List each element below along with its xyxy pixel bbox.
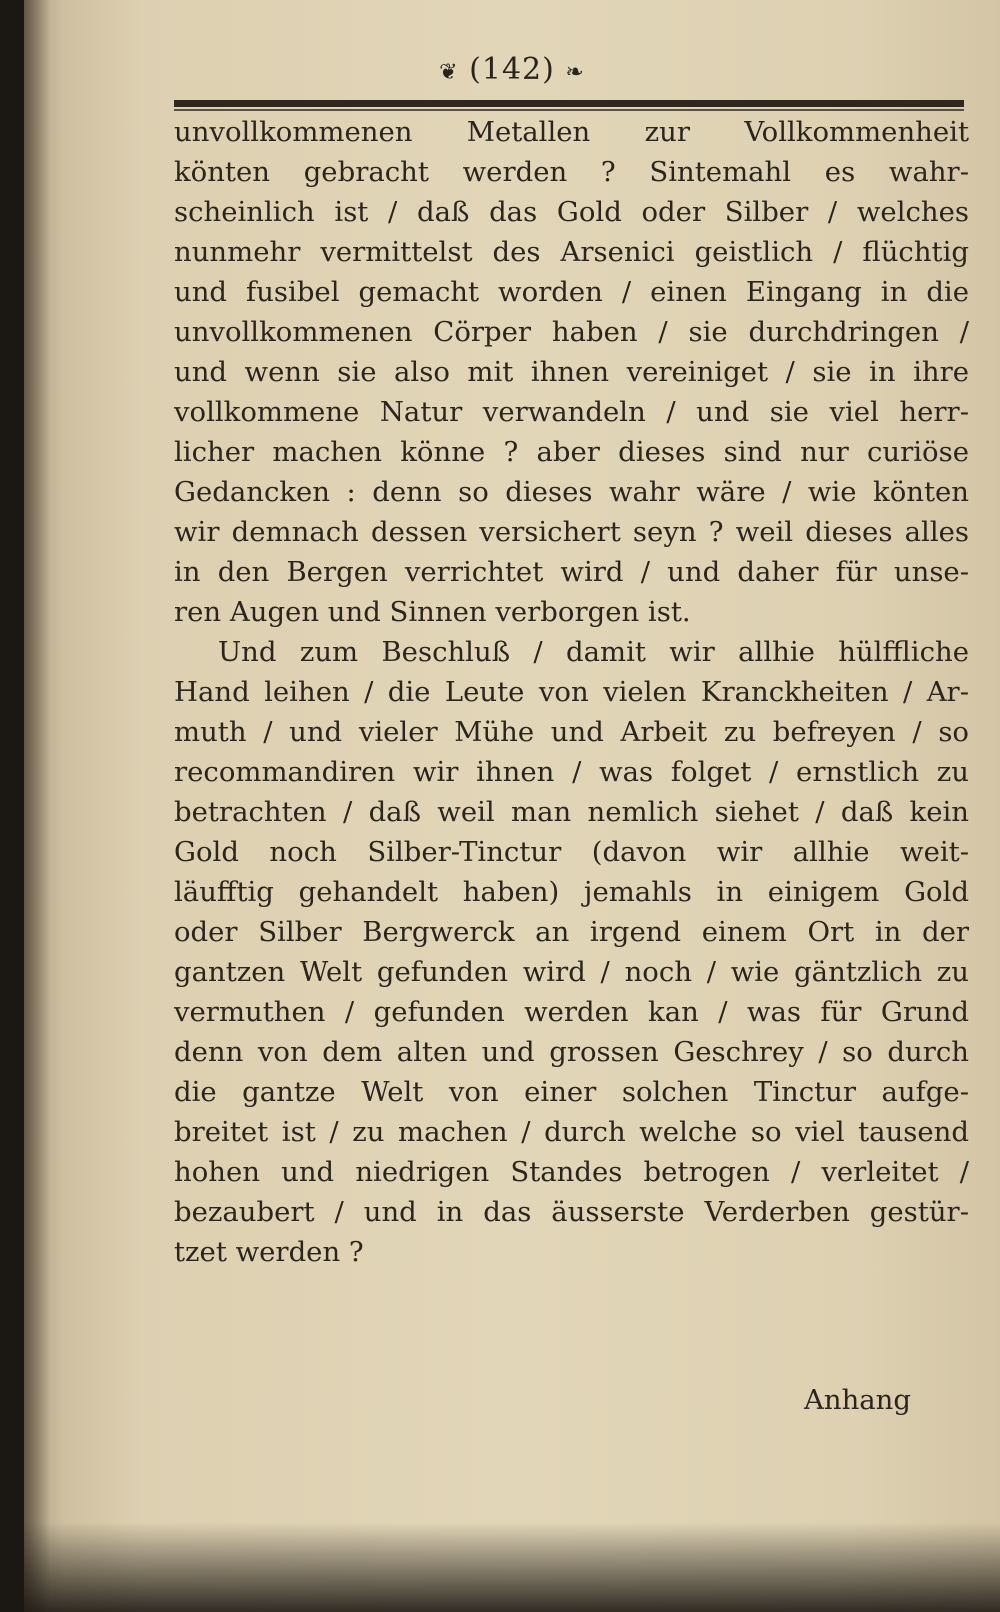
text-line: vermuthen / gefunden werden kan / was für Grund <box>174 996 969 1028</box>
text-line: ren Augen und Sinnen verborgen ist. <box>174 596 691 628</box>
catchword: Anhang <box>804 1384 911 1416</box>
text-line: hohen und niedrigen Standes betrogen / verleitet / <box>174 1156 969 1188</box>
book-page <box>24 0 1000 1612</box>
text-line: vollkommene Natur verwandeln / und sie viel herr- <box>174 396 969 428</box>
text-line: recommandiren wir ihnen / was folget / ernstlich zu <box>174 756 969 788</box>
text-line: breitet ist / zu machen / durch welche so viel tausend <box>174 1116 969 1148</box>
text-line: gantzen Welt gefunden wird / noch / wie gäntzlich zu <box>174 956 969 988</box>
page-header <box>24 52 1000 87</box>
spine-shadow <box>24 0 50 1612</box>
text-line: Und zum Beschluß / damit wir allhie hülffliche <box>218 636 969 668</box>
text-line: tzet werden ? <box>174 1236 364 1268</box>
text-line: Gedancken : denn so dieses wahr wäre / wie könten <box>174 476 969 508</box>
text-line: scheinlich ist / daß das Gold oder Silber / welches <box>174 196 969 228</box>
text-line: denn von dem alten und grossen Geschrey / so durch <box>174 1036 969 1068</box>
text-line: nunmehr vermittelst des Arsenici geistlich / flüchtig <box>174 236 969 268</box>
header-rule <box>174 100 964 107</box>
text-line: bezaubert / und in das äusserste Verderben gestür- <box>174 1196 969 1228</box>
text-line: wir demnach dessen versichert seyn ? weil dieses alles <box>174 516 969 548</box>
text-line: und wenn sie also mit ihnen vereiniget / sie in ihre <box>174 356 969 388</box>
text-line: betrachten / daß weil man nemlich siehet / daß kein <box>174 796 969 828</box>
header-rule-thin <box>174 109 964 111</box>
text-line: unvollkommenen Metallen zur Vollkommenheit <box>174 116 969 148</box>
right-ornament-icon: ❧ <box>565 60 585 85</box>
text-line: oder Silber Bergwerck an irgend einem Ort in der <box>174 916 969 948</box>
text-line: muth / und vieler Mühe und Arbeit zu befreyen / so <box>174 716 969 748</box>
text-line: und fusibel gemacht worden / einen Eingang in die <box>174 276 969 308</box>
text-line: Gold noch Silber-Tinctur (davon wir allhie weit- <box>174 836 969 868</box>
text-line: läufftig gehandelt haben) jemahls in einigem Gold <box>174 876 969 908</box>
text-line: unvollkommenen Cörper haben / sie durchdringen / <box>174 316 969 348</box>
text-line: Hand leihen / die Leute von vielen Kranckheiten / Ar- <box>174 676 969 708</box>
page-number: (142) <box>469 52 555 87</box>
text-line: licher machen könne ? aber dieses sind nur curiöse <box>174 436 969 468</box>
text-line: könten gebracht werden ? Sintemahl es wahr- <box>174 156 969 188</box>
bottom-shadow <box>24 1522 1000 1612</box>
left-ornament-icon: ❦ <box>439 60 459 85</box>
body-text <box>174 112 969 1272</box>
text-line: in den Bergen verrichtet wird / und daher für unse- <box>174 556 969 588</box>
text-line: die gantze Welt von einer solchen Tinctur aufge- <box>174 1076 969 1108</box>
